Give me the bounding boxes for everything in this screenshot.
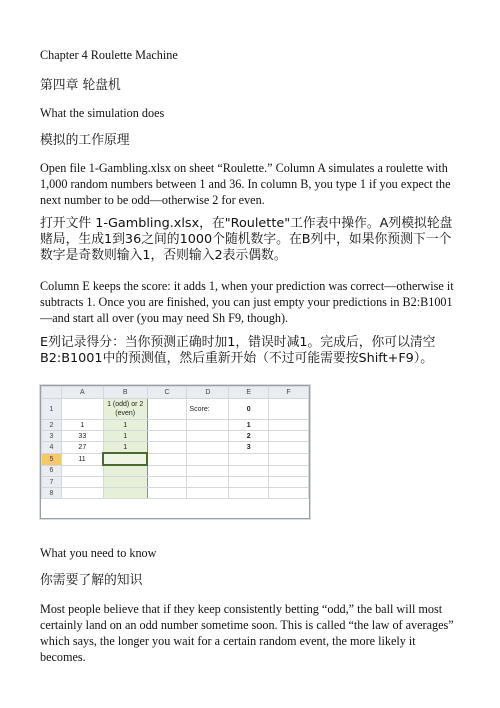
table-row — [42, 399, 309, 420]
row-header: 2 — [42, 420, 62, 431]
cell — [147, 465, 187, 477]
column-header: F — [269, 387, 309, 399]
row-header: 7 — [42, 477, 62, 488]
chapter-title-cn: 第四章 轮盘机 — [40, 78, 121, 93]
cell — [147, 431, 187, 442]
cell — [147, 453, 187, 465]
cell — [269, 477, 309, 488]
column-header: A — [61, 387, 103, 399]
table-row — [42, 488, 309, 499]
cell — [187, 453, 229, 465]
cell: 11 — [61, 453, 103, 465]
cell — [147, 399, 187, 420]
cell — [61, 465, 103, 477]
cell: 1 — [103, 420, 147, 431]
cell — [229, 488, 269, 499]
section-heading-en: What the simulation does — [40, 106, 165, 120]
cell — [187, 477, 229, 488]
cell — [229, 477, 269, 488]
column-header: E — [229, 387, 269, 399]
row-header: 5 — [42, 453, 62, 465]
table-row — [42, 420, 309, 431]
column-header: D — [187, 387, 229, 399]
row-header: 6 — [42, 465, 62, 477]
table-row — [42, 453, 309, 465]
cell: 1 (odd) or 2 (even) — [103, 399, 147, 420]
cell — [269, 431, 309, 442]
chapter-title-en: Chapter 4 Roulette Machine — [40, 48, 178, 62]
cell — [147, 442, 187, 454]
cell: 3 — [229, 442, 269, 454]
cell: Score: — [187, 399, 229, 420]
cell — [61, 488, 103, 499]
cell — [187, 465, 229, 477]
cell — [147, 477, 187, 488]
table-row — [42, 465, 309, 477]
cell: 1 — [103, 431, 147, 442]
cell — [103, 465, 147, 477]
cell — [187, 442, 229, 454]
cell: 33 — [61, 431, 103, 442]
cell: 2 — [229, 431, 269, 442]
section-heading-en: What you need to know — [40, 546, 157, 560]
cell — [187, 488, 229, 499]
table-row — [42, 431, 309, 442]
row-header: 3 — [42, 431, 62, 442]
column-header-row — [42, 387, 309, 399]
cell — [229, 453, 269, 465]
corner-cell — [42, 387, 62, 399]
cell — [269, 420, 309, 431]
cell: 27 — [61, 442, 103, 454]
cell — [187, 431, 229, 442]
cell — [269, 399, 309, 420]
cell: 1 — [229, 420, 269, 431]
cell — [269, 453, 309, 465]
cell — [269, 465, 309, 477]
spreadsheet-screenshot — [40, 385, 310, 519]
section-heading-cn: 模拟的工作原理 — [40, 133, 130, 148]
cell: 0 — [229, 399, 269, 420]
table-row — [42, 442, 309, 454]
cell — [229, 465, 269, 477]
row-header: 8 — [42, 488, 62, 499]
cell — [269, 442, 309, 454]
row-header: 1 — [42, 399, 62, 420]
paragraph-en: Most people believe that if they keep consistently betting “odd,” the ball will most certainly land on an odd number sometime soon. This is called “the law of averages” which says, the longer you wait for a certain random event, the more likely it becomes. — [40, 602, 454, 664]
cell — [147, 488, 187, 499]
paragraph-cn: 打开文件 1-Gambling.xlsx，在"Roulette"工作表中操作。A列模拟轮盘赌局，生成1到36之间的1000个随机数字。在B列中，如果你预测下一个数字是奇数则输入1，否则输入2表示偶数。 — [40, 216, 453, 263]
column-header: C — [147, 387, 187, 399]
column-header: B — [103, 387, 147, 399]
cell: 1 — [61, 420, 103, 431]
paragraph-en: Column E keeps the score: it adds 1, when your prediction was correct—otherwise it subtracts 1. Once you are finished, you can just empty your predictions in B2:B1001—and start all over (you may need Sh F9, though). — [40, 279, 454, 325]
row-header: 4 — [42, 442, 62, 454]
paragraph-cn: E列记录得分：当你预测正确时加1，错误时减1。完成后，你可以清空B2:B1001中的预测值，然后重新开始（不过可能需要按Shift+F9）。 — [40, 335, 436, 366]
cell — [103, 477, 147, 488]
section-heading-cn: 你需要了解的知识 — [40, 573, 143, 588]
active-cell — [103, 453, 147, 465]
cell — [269, 488, 309, 499]
table-row — [42, 477, 309, 488]
cell — [147, 420, 187, 431]
paragraph-en: Open file 1-Gambling.xlsx on sheet “Roulette.” Column A simulates a roulette with 1,000 random numbers between 1 and 36. In column B, you type 1 if you expect the next number to be odd—otherwise 2 for even. — [40, 161, 451, 207]
cell — [61, 477, 103, 488]
spreadsheet-grid — [41, 386, 309, 499]
cell — [103, 488, 147, 499]
cell — [187, 420, 229, 431]
cell: 1 — [103, 442, 147, 454]
cell — [61, 399, 103, 420]
